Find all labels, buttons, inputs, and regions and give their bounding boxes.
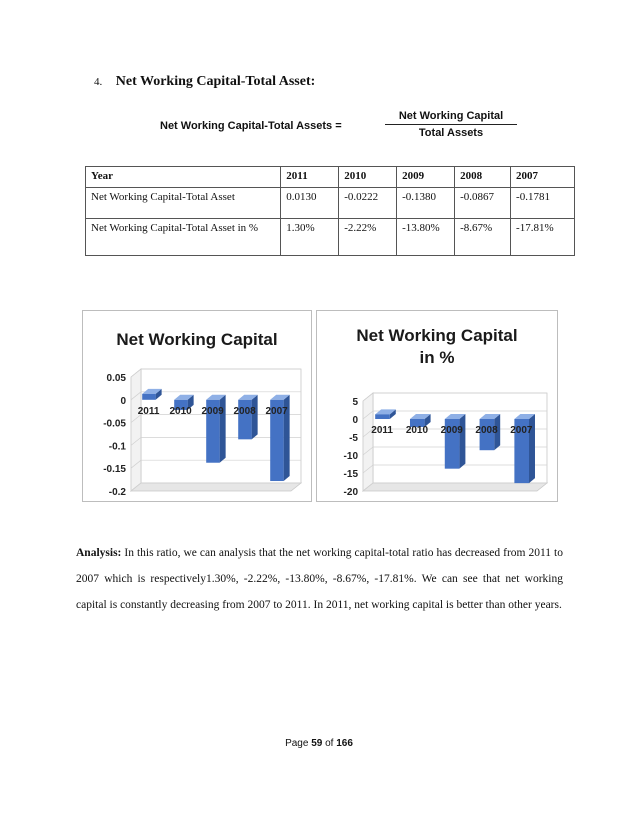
page-of-label: of <box>325 738 334 749</box>
page-label: Page <box>285 738 309 749</box>
y-tick-label: 0.05 <box>106 373 126 384</box>
table-cell: 0.0130 <box>281 188 339 219</box>
table-header-cell: Year <box>86 167 281 188</box>
x-tick-label: 2010 <box>169 405 192 417</box>
y-tick-label: 0 <box>352 415 358 426</box>
chart-floor <box>363 483 547 491</box>
table-header-cell: 2010 <box>339 167 397 188</box>
analysis-text: In this ratio, we can analysis that the net working capital-total ratio has decreased from 2011 to 2007 which is respectively1.30%, -2.22%, -13.80%, -8.67%, -17.81%. We can see that net working capital is constantly decreasing from 2007 to 2011. In 2011, net working capital is better than other years. <box>76 547 563 611</box>
x-tick-label: 2008 <box>475 425 498 436</box>
section-heading <box>94 74 315 90</box>
table-cell: -8.67% <box>455 219 511 256</box>
table-cell: -2.22% <box>339 219 397 256</box>
formula-numerator: Net Working Capital <box>398 110 504 122</box>
x-tick-label: 2011 <box>137 405 160 417</box>
table-cell: -0.1781 <box>511 188 575 219</box>
chart-svg <box>83 311 311 501</box>
bar-side <box>459 414 465 469</box>
bar-side <box>252 395 258 440</box>
x-tick-label: 2010 <box>405 425 429 436</box>
x-tick-label: 2009 <box>440 425 463 436</box>
page-total: 166 <box>336 738 353 749</box>
analysis-label: Analysis: <box>76 547 122 559</box>
table-header-cell: 2009 <box>397 167 455 188</box>
table-header-row <box>86 167 575 188</box>
table-cell: -0.1380 <box>397 188 455 219</box>
y-tick-label: -0.05 <box>103 418 126 430</box>
chart-net-working-capital-percent <box>316 310 558 502</box>
table-cell: -0.0222 <box>339 188 397 219</box>
y-tick-label: -5 <box>349 433 358 444</box>
section-title: Net Working Capital-Total Asset: <box>115 74 316 89</box>
chart-side-wall <box>131 369 141 491</box>
table-header-cell: 2008 <box>455 167 511 188</box>
x-tick-label: 2007 <box>510 425 533 436</box>
formula-fraction <box>385 110 517 139</box>
bar <box>375 414 390 419</box>
y-tick-label: 5 <box>352 397 358 408</box>
chart-net-working-capital <box>82 310 312 502</box>
table-cell: Net Working Capital-Total Asset <box>86 188 281 219</box>
chart-floor <box>131 483 301 491</box>
y-tick-label: -0.1 <box>108 441 126 453</box>
formula-lhs: Net Working Capital-Total Assets = <box>160 120 342 132</box>
x-tick-label: 2008 <box>233 405 256 417</box>
y-tick-label: -0.15 <box>103 464 126 476</box>
x-tick-label: 2007 <box>265 405 288 417</box>
table-header-cell: 2011 <box>281 167 339 188</box>
table-row <box>86 219 575 256</box>
table-row <box>86 188 575 219</box>
chart-title: in % <box>419 348 455 367</box>
ratio-table <box>85 166 575 256</box>
y-tick-label: -20 <box>343 487 358 498</box>
formula-denominator: Total Assets <box>418 127 484 139</box>
table-header-cell: 2007 <box>511 167 575 188</box>
table-cell: Net Working Capital-Total Asset in % <box>86 219 281 256</box>
y-tick-label: -15 <box>343 469 358 480</box>
section-number: 4. <box>94 76 103 88</box>
x-tick-label: 2011 <box>371 425 393 436</box>
table-cell: 1.30% <box>281 219 339 256</box>
chart-side-wall <box>363 393 373 491</box>
bar <box>142 394 155 400</box>
table-cell: -0.0867 <box>455 188 511 219</box>
chart-title: Net Working Capital <box>116 330 278 349</box>
page-number: 59 <box>311 738 323 749</box>
chart-svg <box>317 311 557 501</box>
y-tick-label: 0 <box>120 395 126 407</box>
analysis-paragraph <box>76 540 563 618</box>
table-cell: -13.80% <box>397 219 455 256</box>
chart-title: Net Working Capital <box>356 326 518 345</box>
table-cell: -17.81% <box>511 219 575 256</box>
y-tick-label: -0.2 <box>108 487 126 498</box>
y-tick-label: -10 <box>343 451 358 462</box>
page-footer <box>0 738 638 749</box>
x-tick-label: 2009 <box>201 405 224 417</box>
